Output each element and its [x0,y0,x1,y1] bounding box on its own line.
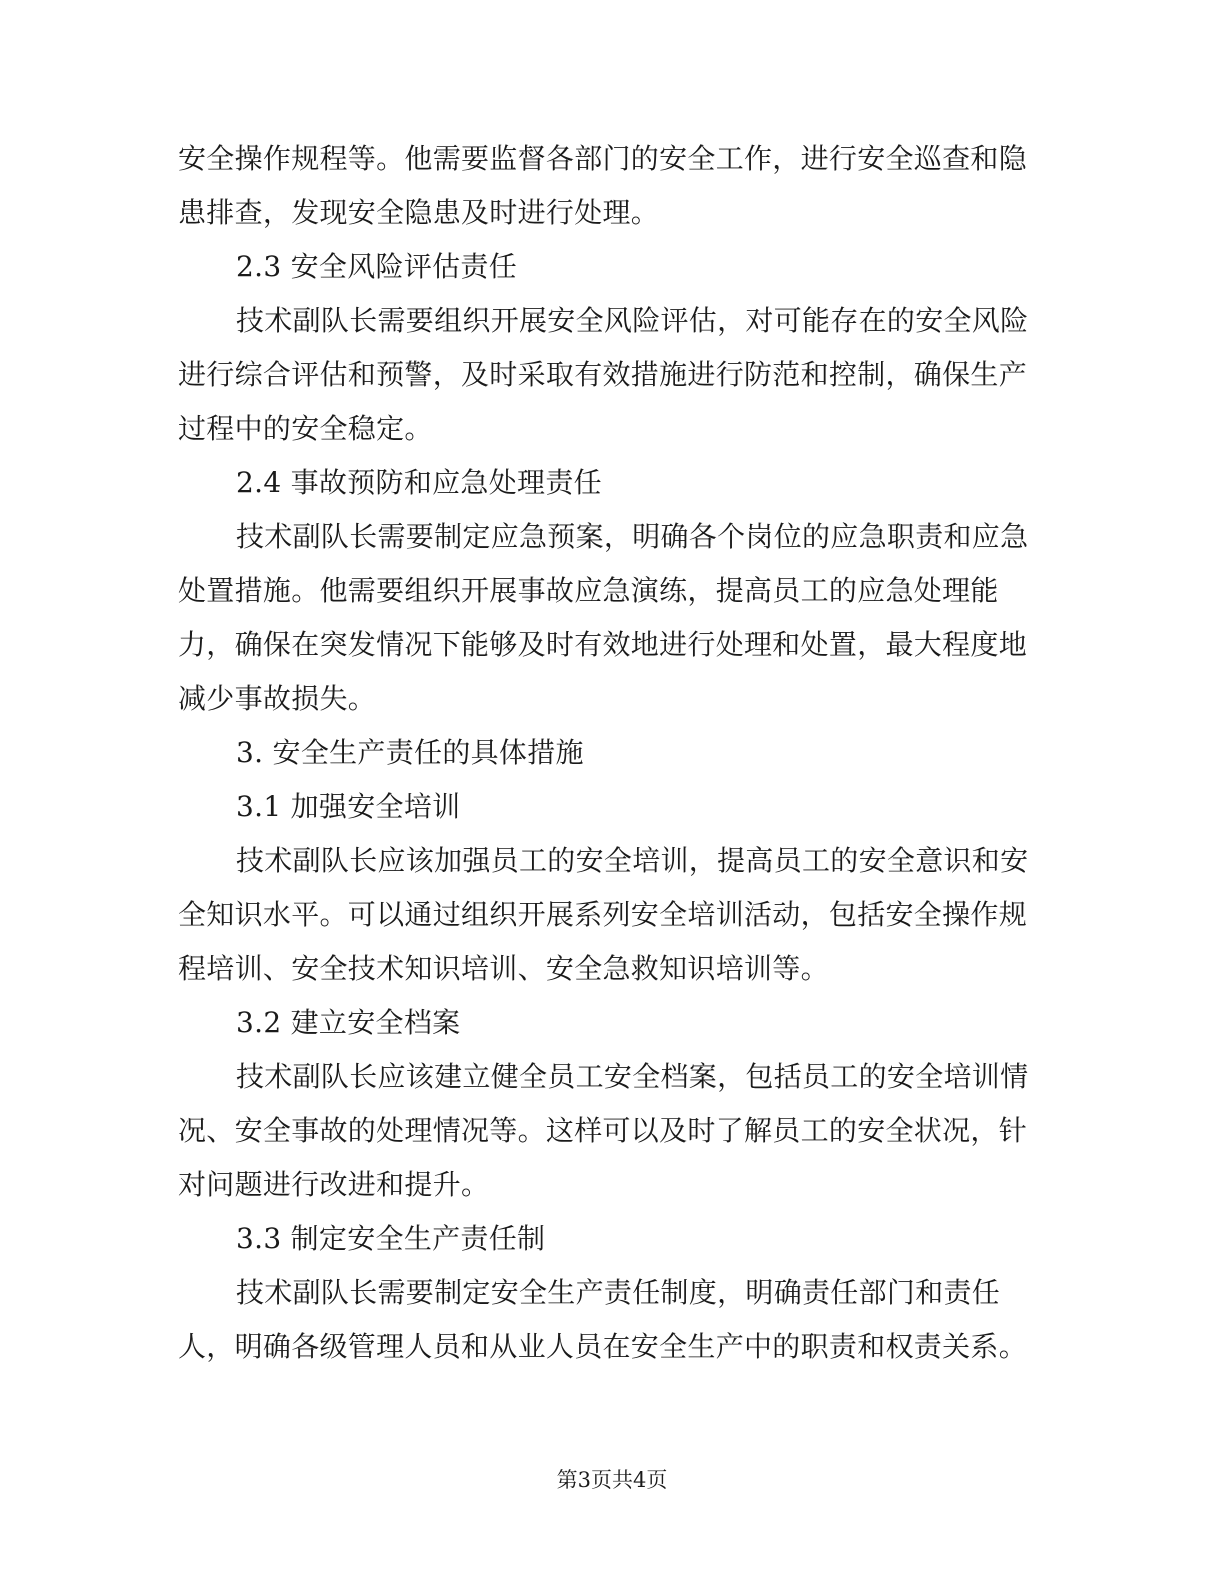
body-line: 人，明确各级管理人员和从业人员在安全生产中的职责和权责关系。 [178,1330,1028,1363]
section-heading: 2.4 事故预防和应急处理责任 [236,466,602,499]
section-heading: 3. 安全生产责任的具体措施 [236,736,584,769]
body-line: 力，确保在突发情况下能够及时有效地进行处理和处置，最大程度地 [178,628,1028,661]
body-line: 患排查，发现安全隐患及时进行处理。 [178,196,660,229]
paragraph-first-line: 技术副队长需要制定应急预案，明确各个岗位的应急职责和应急 [236,520,1029,553]
section-heading: 2.3 安全风险评估责任 [236,250,518,283]
paragraph-first-line: 技术副队长需要组织开展安全风险评估，对可能存在的安全风险 [236,304,1029,337]
document-body [178,132,1029,1374]
body-line: 进行综合评估和预警，及时采取有效措施进行防范和控制，确保生产 [178,358,1028,391]
body-line: 安全操作规程等。他需要监督各部门的安全工作，进行安全巡查和隐 [178,142,1028,175]
section-heading: 3.3 制定安全生产责任制 [236,1222,546,1255]
page-number-footer: 第3页共4页 [556,1468,668,1492]
body-line: 过程中的安全稳定。 [178,412,433,445]
section-heading: 3.1 加强安全培训 [236,790,461,823]
body-line: 全知识水平。可以通过组织开展系列安全培训活动，包括安全操作规 [178,898,1028,931]
section-heading: 3.2 建立安全档案 [236,1006,461,1039]
body-line: 程培训、安全技术知识培训、安全急救知识培训等。 [178,952,829,985]
body-line: 对问题进行改进和提升。 [178,1168,490,1201]
paragraph-first-line: 技术副队长需要制定安全生产责任制度，明确责任部门和责任 [236,1276,1001,1309]
body-line: 况、安全事故的处理情况等。这样可以及时了解员工的安全状况，针 [178,1114,1028,1147]
body-line: 减少事故损失。 [178,682,377,715]
paragraph-first-line: 技术副队长应该加强员工的安全培训，提高员工的安全意识和安 [236,844,1029,877]
body-line: 处置措施。他需要组织开展事故应急演练，提高员工的应急处理能 [178,574,999,607]
paragraph-first-line: 技术副队长应该建立健全员工安全档案，包括员工的安全培训情 [236,1060,1029,1093]
